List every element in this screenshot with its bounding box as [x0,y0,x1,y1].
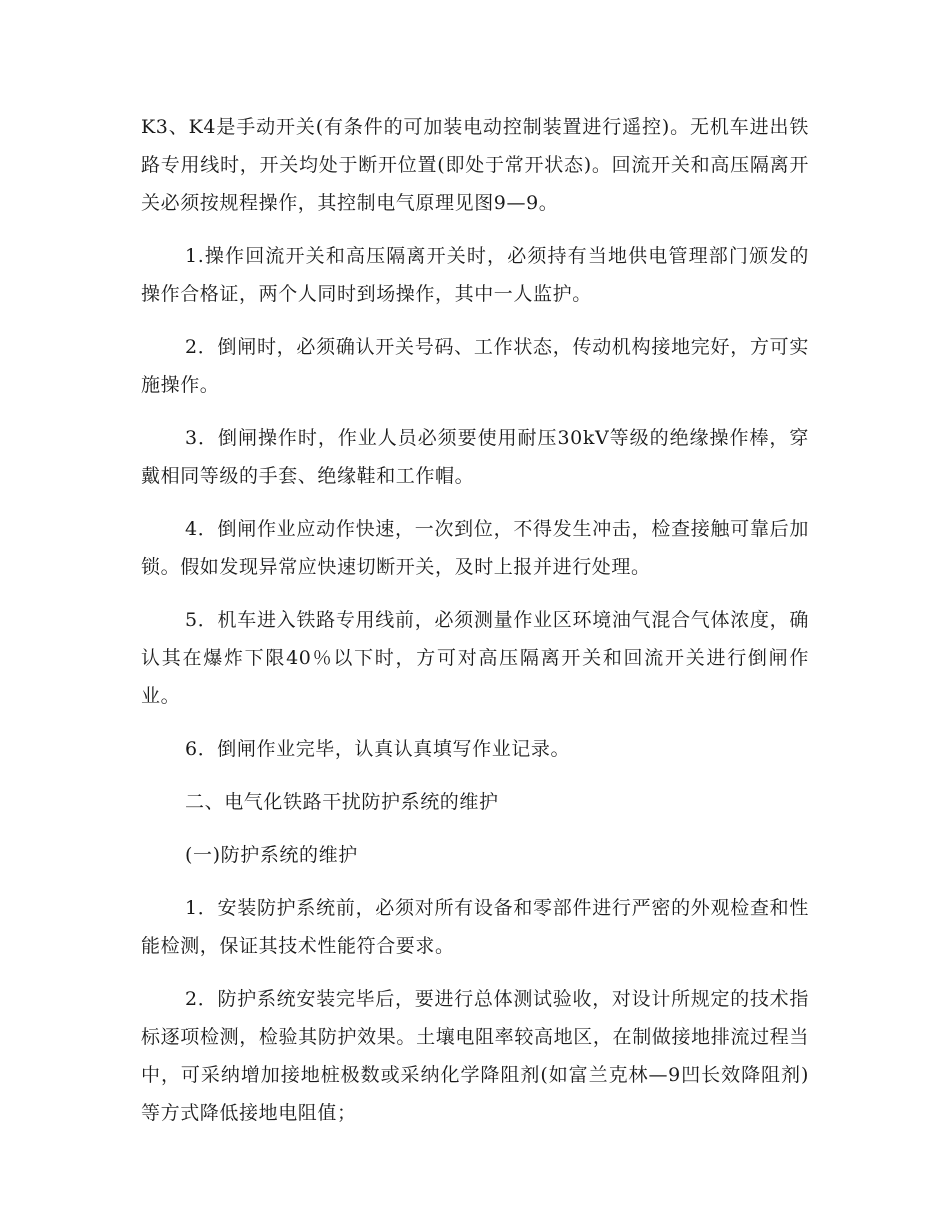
paragraph-item-3: 3．倒闸操作时，作业人员必须要使用耐压30kV等级的绝缘操作棒，穿戴相同等级的手套、绝缘鞋和工作帽。 [141,427,809,487]
paragraph-item-6: 6．倒闸作业完毕，认真认真填写作业记录。 [185,738,571,760]
paragraph-item-2: 2．倒闸时，必须确认开关号码、工作状态，传动机构接地完好，方可实施操作。 [141,336,809,396]
paragraph-item-5: 5．机车进入铁路专用线前，必须测量作业区环境油气混合气体浓度，确认其在爆炸下限40％以下时，方可对高压隔离开关和回流开关进行倒闸作业。 [141,609,809,707]
section-heading: 二、电气化铁路干扰防护系统的维护 [185,791,499,813]
paragraph-item-4: 4．倒闸作业应动作快速，一次到位，不得发生冲击，检查接触可靠后加锁。假如发现异常应快速切断开关，及时上报并进行处理。 [141,518,809,578]
subsection-heading: (一)防护系统的维护 [185,844,358,866]
paragraph-maintenance-1: 1．安装防护系统前，必须对所有设备和零部件进行严密的外观检查和性能检测，保证其技术性能符合要求。 [141,897,809,957]
paragraph-maintenance-2: 2．防护系统安装完毕后，要进行总体测试验收，对设计所规定的技术指标逐项检测，检验其防护效果。土壤电阻率较高地区，在制做接地排流过程当中，可采纳增加接地桩极数或采纳化学降阻剂(如富兰克林—9凹长效降阻剂)等方式降低接地电阻值； [141,988,809,1124]
paragraph-item-1: 1.操作回流开关和高压隔离开关时，必须持有当地供电管理部门颁发的操作合格证，两个人同时到场操作，其中一人监护。 [141,245,809,305]
paragraph-switch-intro: K3、K4是手动开关(有条件的可加装电动控制装置进行遥控)。无机车进出铁路专用线时，开关均处于断开位置(即处于常开状态)。回流开关和高压隔离开关必须按规程操作，其控制电气原理见图9—9。 [141,116,809,214]
document-body [141,108,809,1132]
